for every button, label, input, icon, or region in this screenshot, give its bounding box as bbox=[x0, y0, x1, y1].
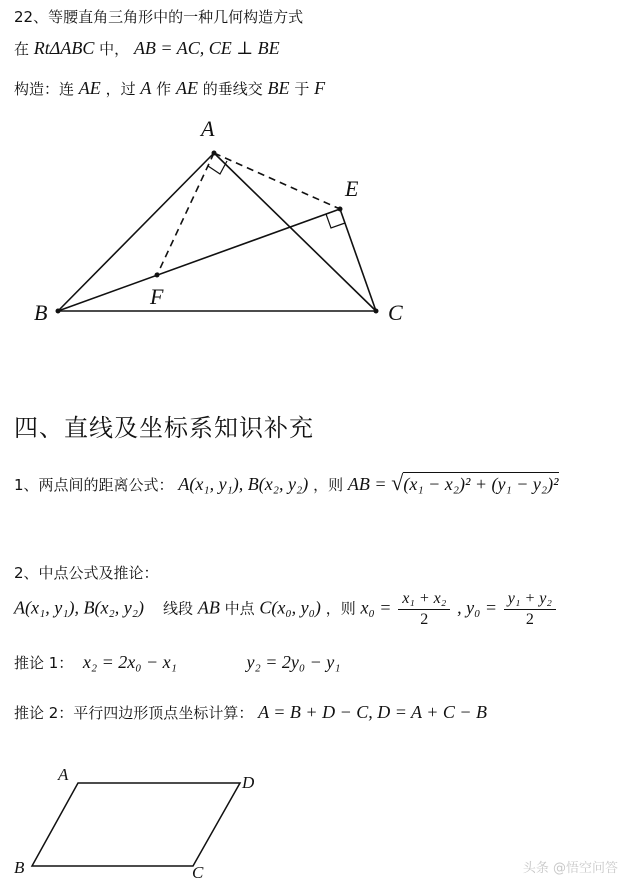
midpoint-x0: x₀ = bbox=[360, 597, 392, 618]
midpoint-ab: AB bbox=[197, 597, 220, 618]
point-a bbox=[212, 151, 217, 156]
label-b: B bbox=[34, 300, 48, 325]
construction-mid2: 作 bbox=[156, 80, 172, 98]
para-label-b: B bbox=[14, 858, 25, 877]
para-label-a: A bbox=[58, 765, 69, 784]
midpoint-c: C(x₀, y₀) bbox=[259, 597, 321, 618]
distance-radicand: (x₁ − x₂)² + (y₁ − y₂)² bbox=[403, 474, 559, 494]
watermark: 头条 @悟空问答 bbox=[522, 861, 618, 876]
construction-f: F bbox=[314, 78, 326, 98]
distance-formula-line bbox=[14, 470, 559, 496]
midpoint-x-denominator: 2 bbox=[420, 611, 429, 628]
point-c bbox=[374, 309, 379, 314]
midpoint-y-numerator: y₁ + y₂ bbox=[504, 590, 556, 610]
label-e: E bbox=[345, 176, 359, 201]
segment-ae-dashed bbox=[214, 153, 340, 209]
construction-prefix: 构造：连 bbox=[14, 80, 75, 98]
corollary1-label: 推论 1： bbox=[14, 654, 74, 672]
segment-ab bbox=[58, 153, 214, 311]
label-f: F bbox=[150, 284, 164, 309]
distance-points: A(x₁, y₁), B(x₂, y₂) bbox=[178, 474, 309, 494]
label-a: A bbox=[201, 116, 215, 141]
midpoint-segment: 线段 bbox=[163, 599, 194, 618]
construction-ae: AE bbox=[78, 78, 101, 98]
construction-be: BE bbox=[267, 78, 290, 98]
construction-mid4: 于 bbox=[294, 80, 310, 98]
point-f bbox=[155, 273, 160, 278]
corollary1-expr1: x₂ = 2x₀ − x₁ bbox=[82, 652, 177, 672]
corollary2-expr: A = B + D − C, D = A + C − B bbox=[258, 702, 488, 722]
distance-then: ，则 bbox=[313, 476, 344, 494]
distance-ab: AB = bbox=[347, 474, 387, 494]
segment-ce bbox=[340, 209, 376, 311]
label-c: C bbox=[388, 300, 403, 325]
corollary1-line bbox=[14, 652, 341, 673]
construction-mid1: ，过 bbox=[105, 80, 136, 98]
para-label-c: C bbox=[192, 863, 204, 882]
condition-mid: 中， bbox=[99, 40, 130, 58]
midpoint-formula-line bbox=[14, 590, 558, 629]
midpoint-x-fraction bbox=[398, 590, 450, 629]
construction-a: A bbox=[140, 78, 152, 98]
problem-title: 22、等腰直角三角形中的一种几何构造方式 bbox=[14, 8, 304, 26]
point-e bbox=[338, 207, 343, 212]
section-heading: 四、直线及坐标系知识补充 bbox=[14, 414, 314, 442]
midpoint-y-fraction bbox=[504, 590, 556, 629]
midpoint-x-numerator: x₁ + x₂ bbox=[398, 590, 450, 610]
midpoint-label: 2、中点公式及推论： bbox=[14, 564, 159, 582]
segment-be bbox=[58, 209, 340, 311]
parallelogram-shape bbox=[32, 783, 240, 866]
midpoint-y0: , y₀ = bbox=[457, 597, 497, 618]
midpoint-points: A(x₁, y₁), B(x₂, y₂) bbox=[14, 597, 144, 618]
point-b bbox=[56, 309, 61, 314]
distance-label: 1、两点间的距离公式： bbox=[14, 476, 174, 494]
corollary2-line bbox=[14, 702, 487, 723]
sqrt-symbol: √ bbox=[391, 470, 404, 495]
midpoint-y-denominator: 2 bbox=[525, 611, 534, 628]
construction-ae2: AE bbox=[175, 78, 198, 98]
parallelogram-figure bbox=[32, 783, 240, 866]
midpoint-then: ，则 bbox=[325, 599, 356, 618]
segment-af-dashed bbox=[157, 153, 214, 275]
construction-mid3: 的垂线交 bbox=[202, 80, 263, 98]
condition-prefix: 在 bbox=[14, 40, 30, 58]
corollary1-expr2: y₂ = 2y₀ − y₁ bbox=[246, 652, 341, 672]
condition-triangle: RtΔABC bbox=[33, 38, 95, 58]
corollary2-label: 推论 2：平行四边形顶点坐标计算： bbox=[14, 704, 254, 722]
condition-expr: AB = AC, CE ⊥ BE bbox=[133, 38, 280, 58]
midpoint-mid: 中点 bbox=[224, 599, 255, 618]
para-label-d: D bbox=[242, 773, 255, 792]
